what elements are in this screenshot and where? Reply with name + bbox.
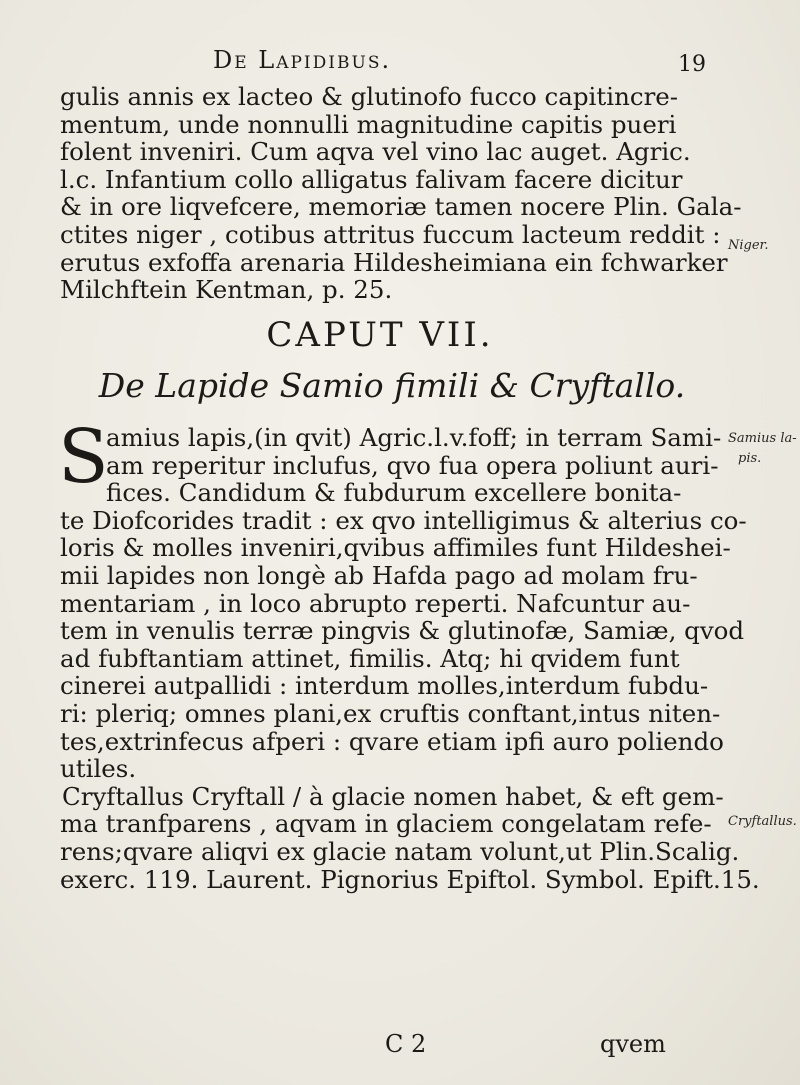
text-line: mentum, unde nonnulli magnitudine capitis pueri xyxy=(60,109,677,139)
text-line: ctites niger , cotibus attritus fuccum lacteum reddit : xyxy=(60,219,721,249)
text-line: Cryftallus Cryftall / à glacie nomen habet, & eft gem- xyxy=(62,781,724,811)
drop-capital: S xyxy=(58,414,109,500)
text-line: folent inveniri. Cum aqva vel vino lac auget. Agric. xyxy=(60,137,691,167)
text-line: mentariam , in loco abrupto reperti. Nafcuntur au- xyxy=(60,588,691,618)
text-line: mii lapides non longè ab Hafda pago ad molam fru- xyxy=(60,560,698,590)
text-line: utiles. xyxy=(60,754,137,784)
margin-note-niger: Niger. xyxy=(728,238,769,253)
text-line: rens;qvare aliqvi ex glacie natam volunt,ut Plin.Scalig. xyxy=(60,836,740,866)
text-line: erutus exfoffa arenaria Hildesheimiana ein fchwarker xyxy=(60,247,728,277)
chapter-number: CAPUT VII. xyxy=(266,315,494,355)
text-line: exerc. 119. Laurent. Pignorius Epiftol. Symbol. Epift.15. xyxy=(60,864,760,894)
text-line: am reperitur inclufus, qvo fua opera poliunt auri- xyxy=(106,450,719,480)
text-line: tem in venulis terræ pingvis & glutinofæ, Samiæ, qvod xyxy=(60,616,745,646)
signature-mark: C 2 xyxy=(385,1030,427,1058)
text-line: tes,extrinfecus afperi : qvare etiam ipfi auro poliendo xyxy=(60,726,724,756)
running-head: De Lapidibus. xyxy=(213,46,392,74)
text-line: ad fubftantiam attinet, fimilis. Atq; hi qvidem funt xyxy=(60,643,680,673)
catchword: qvem xyxy=(600,1030,666,1058)
chapter-title: De Lapide Samio fimili & Cryftallo. xyxy=(98,366,686,405)
text-line: & in ore liqvefcere, memoriæ tamen nocere Plin. Gala- xyxy=(60,192,742,222)
text-line: cinerei autpallidi : interdum molles,interdum fubdu- xyxy=(60,671,709,701)
page-number: 19 xyxy=(678,52,706,77)
margin-note-crystallus: Cryftallus. xyxy=(728,814,797,829)
paragraph-galactites xyxy=(60,82,742,305)
text-line: fices. Candidum & fubdurum excellere bonita- xyxy=(106,478,682,508)
paragraph-samius-crystallus xyxy=(60,423,760,894)
margin-note-samius: Samius la- xyxy=(728,431,797,446)
text-line: gulis annis ex lacteo & glutinofo fucco capitincre- xyxy=(60,82,679,111)
text-line: amius lapis,(in qvit) Agric.l.v.foff; in terram Sami- xyxy=(106,423,722,452)
text-line: ri: pleriq; omnes plani,ex cruftis conftant,intus niten- xyxy=(60,698,721,728)
text-line: l.c. Infantium collo alligatus falivam facere dicitur xyxy=(60,164,683,194)
text-line: ma tranfparens , aqvam in glaciem congelatam refe- xyxy=(60,809,712,839)
text-line: loris & molles inveniri,qvibus affimiles funt Hildeshei- xyxy=(60,533,731,563)
text-line: te Diofcorides tradit : ex qvo intelligimus & alterius co- xyxy=(60,505,747,535)
margin-note-samius-2: pis. xyxy=(738,451,762,466)
text-line: Milchftein Kentman, p. 25. xyxy=(60,275,393,305)
